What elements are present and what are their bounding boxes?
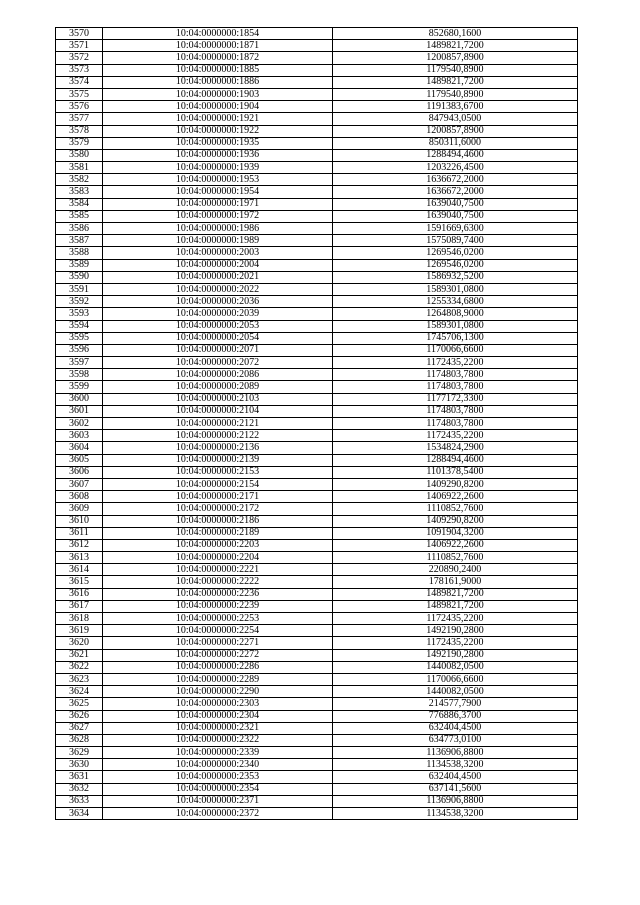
table-row xyxy=(56,783,578,795)
cadastral-number-cell: 10:04:0000000:2372 xyxy=(103,808,333,820)
table-row xyxy=(56,332,578,344)
cadastral-number-cell: 10:04:0000000:2004 xyxy=(103,259,333,271)
cadastral-value-cell: 1406922,2600 xyxy=(333,539,578,551)
row-number-cell: 3579 xyxy=(56,137,103,149)
cadastral-number-cell: 10:04:0000000:2353 xyxy=(103,771,333,783)
cadastral-value-cell: 1203226,4500 xyxy=(333,162,578,174)
row-number-cell: 3604 xyxy=(56,442,103,454)
cadastral-number-cell: 10:04:0000000:1953 xyxy=(103,174,333,186)
cadastral-number-cell: 10:04:0000000:2104 xyxy=(103,405,333,417)
cadastral-number-cell: 10:04:0000000:1921 xyxy=(103,113,333,125)
table-row xyxy=(56,210,578,222)
row-number-cell: 3632 xyxy=(56,783,103,795)
row-number-cell: 3601 xyxy=(56,405,103,417)
table-row xyxy=(56,64,578,76)
cadastral-value-cell: 1170066,6600 xyxy=(333,344,578,356)
row-number-cell: 3625 xyxy=(56,698,103,710)
cadastral-number-cell: 10:04:0000000:2136 xyxy=(103,442,333,454)
table-row xyxy=(56,344,578,356)
row-number-cell: 3576 xyxy=(56,101,103,113)
table-row xyxy=(56,137,578,149)
cadastral-value-cell: 1636672,2000 xyxy=(333,174,578,186)
row-number-cell: 3585 xyxy=(56,210,103,222)
row-number-cell: 3600 xyxy=(56,393,103,405)
cadastral-value-cell: 214577,7900 xyxy=(333,698,578,710)
cadastral-value-cell: 1489821,7200 xyxy=(333,40,578,52)
table-row xyxy=(56,527,578,539)
cadastral-value-cell: 847943,0500 xyxy=(333,113,578,125)
cadastral-value-cell: 1409290,8200 xyxy=(333,515,578,527)
table-row xyxy=(56,296,578,308)
cadastral-number-cell: 10:04:0000000:2039 xyxy=(103,308,333,320)
cadastral-value-cell: 1134538,3200 xyxy=(333,759,578,771)
cadastral-number-cell: 10:04:0000000:2253 xyxy=(103,613,333,625)
cadastral-value-cell: 1406922,2600 xyxy=(333,491,578,503)
row-number-cell: 3611 xyxy=(56,527,103,539)
cadastral-value-cell: 1200857,8900 xyxy=(333,125,578,137)
row-number-cell: 3592 xyxy=(56,296,103,308)
cadastral-number-cell: 10:04:0000000:2086 xyxy=(103,369,333,381)
table-row xyxy=(56,186,578,198)
row-number-cell: 3583 xyxy=(56,186,103,198)
row-number-cell: 3613 xyxy=(56,552,103,564)
row-number-cell: 3603 xyxy=(56,430,103,442)
cadastral-value-cell: 1534824,2900 xyxy=(333,442,578,454)
cadastral-number-cell: 10:04:0000000:1903 xyxy=(103,88,333,100)
table-row xyxy=(56,661,578,673)
table-row xyxy=(56,52,578,64)
row-number-cell: 3623 xyxy=(56,673,103,685)
table-row xyxy=(56,564,578,576)
cadastral-number-cell: 10:04:0000000:1904 xyxy=(103,101,333,113)
table-row xyxy=(56,283,578,295)
cadastral-value-cell: 1492190,2800 xyxy=(333,649,578,661)
row-number-cell: 3620 xyxy=(56,637,103,649)
table-row xyxy=(56,28,578,40)
cadastral-value-cell: 1269546,0200 xyxy=(333,247,578,259)
table-row xyxy=(56,381,578,393)
cadastral-number-cell: 10:04:0000000:1886 xyxy=(103,76,333,88)
cadastral-value-cell: 776886,3700 xyxy=(333,710,578,722)
row-number-cell: 3599 xyxy=(56,381,103,393)
table-row xyxy=(56,673,578,685)
cadastral-number-cell: 10:04:0000000:2022 xyxy=(103,283,333,295)
cadastral-number-cell: 10:04:0000000:2036 xyxy=(103,296,333,308)
table-row xyxy=(56,466,578,478)
row-number-cell: 3590 xyxy=(56,271,103,283)
table-row xyxy=(56,503,578,515)
cadastral-value-cell: 1179540,8900 xyxy=(333,64,578,76)
table-row xyxy=(56,430,578,442)
cadastral-value-cell: 1174803,7800 xyxy=(333,381,578,393)
row-number-cell: 3627 xyxy=(56,722,103,734)
cadastral-value-table xyxy=(55,27,578,820)
table-row xyxy=(56,637,578,649)
cadastral-value-cell: 1091904,3200 xyxy=(333,527,578,539)
table-row xyxy=(56,454,578,466)
cadastral-value-cell: 1174803,7800 xyxy=(333,418,578,430)
table-row xyxy=(56,235,578,247)
row-number-cell: 3628 xyxy=(56,734,103,746)
cadastral-number-cell: 10:04:0000000:1935 xyxy=(103,137,333,149)
cadastral-number-cell: 10:04:0000000:2089 xyxy=(103,381,333,393)
row-number-cell: 3610 xyxy=(56,515,103,527)
cadastral-value-cell: 1177172,3300 xyxy=(333,393,578,405)
cadastral-value-cell: 1101378,5400 xyxy=(333,466,578,478)
row-number-cell: 3584 xyxy=(56,198,103,210)
cadastral-value-cell: 1264808,9000 xyxy=(333,308,578,320)
table-row xyxy=(56,223,578,235)
row-number-cell: 3617 xyxy=(56,600,103,612)
cadastral-number-cell: 10:04:0000000:1971 xyxy=(103,198,333,210)
cadastral-value-cell: 1191383,6700 xyxy=(333,101,578,113)
cadastral-number-cell: 10:04:0000000:1871 xyxy=(103,40,333,52)
cadastral-number-cell: 10:04:0000000:1939 xyxy=(103,162,333,174)
table-row xyxy=(56,405,578,417)
table-row xyxy=(56,491,578,503)
row-number-cell: 3608 xyxy=(56,491,103,503)
table-row xyxy=(56,40,578,52)
table-row xyxy=(56,722,578,734)
table-row xyxy=(56,795,578,807)
table-row xyxy=(56,625,578,637)
table-row xyxy=(56,76,578,88)
cadastral-value-cell: 1745706,1300 xyxy=(333,332,578,344)
cadastral-value-cell: 1172435,2200 xyxy=(333,430,578,442)
cadastral-number-cell: 10:04:0000000:2221 xyxy=(103,564,333,576)
cadastral-value-cell: 1440082,0500 xyxy=(333,686,578,698)
cadastral-number-cell: 10:04:0000000:2254 xyxy=(103,625,333,637)
row-number-cell: 3609 xyxy=(56,503,103,515)
table-row xyxy=(56,320,578,332)
cadastral-value-cell: 1174803,7800 xyxy=(333,405,578,417)
table-row xyxy=(56,259,578,271)
cadastral-number-cell: 10:04:0000000:2071 xyxy=(103,344,333,356)
row-number-cell: 3626 xyxy=(56,710,103,722)
cadastral-value-cell: 1489821,7200 xyxy=(333,588,578,600)
cadastral-value-cell: 852680,1600 xyxy=(333,28,578,40)
row-number-cell: 3573 xyxy=(56,64,103,76)
cadastral-value-cell: 1489821,7200 xyxy=(333,76,578,88)
row-number-cell: 3595 xyxy=(56,332,103,344)
table-row xyxy=(56,418,578,430)
cadastral-value-cell: 1110852,7600 xyxy=(333,503,578,515)
row-number-cell: 3577 xyxy=(56,113,103,125)
cadastral-value-cell: 1288494,4600 xyxy=(333,149,578,161)
cadastral-number-cell: 10:04:0000000:1872 xyxy=(103,52,333,64)
cadastral-value-cell: 632404,4500 xyxy=(333,722,578,734)
cadastral-value-cell: 1591669,6300 xyxy=(333,223,578,235)
cadastral-value-cell: 632404,4500 xyxy=(333,771,578,783)
cadastral-number-cell: 10:04:0000000:2289 xyxy=(103,673,333,685)
table-row xyxy=(56,88,578,100)
row-number-cell: 3586 xyxy=(56,223,103,235)
row-number-cell: 3597 xyxy=(56,357,103,369)
table-row xyxy=(56,174,578,186)
table-row xyxy=(56,357,578,369)
cadastral-number-cell: 10:04:0000000:1989 xyxy=(103,235,333,247)
table-row xyxy=(56,101,578,113)
row-number-cell: 3574 xyxy=(56,76,103,88)
table-row xyxy=(56,198,578,210)
cadastral-value-cell: 1172435,2200 xyxy=(333,613,578,625)
row-number-cell: 3607 xyxy=(56,478,103,490)
cadastral-value-cell: 1172435,2200 xyxy=(333,637,578,649)
cadastral-value-cell: 1170066,6600 xyxy=(333,673,578,685)
cadastral-number-cell: 10:04:0000000:2340 xyxy=(103,759,333,771)
table-row xyxy=(56,808,578,820)
row-number-cell: 3594 xyxy=(56,320,103,332)
table-row xyxy=(56,539,578,551)
cadastral-value-cell: 1586932,5200 xyxy=(333,271,578,283)
row-number-cell: 3614 xyxy=(56,564,103,576)
cadastral-value-cell: 220890,2400 xyxy=(333,564,578,576)
row-number-cell: 3618 xyxy=(56,613,103,625)
cadastral-number-cell: 10:04:0000000:2072 xyxy=(103,357,333,369)
table-row xyxy=(56,771,578,783)
cadastral-value-cell: 1179540,8900 xyxy=(333,88,578,100)
cadastral-value-cell: 634773,0100 xyxy=(333,734,578,746)
cadastral-number-cell: 10:04:0000000:2186 xyxy=(103,515,333,527)
cadastral-value-cell: 1288494,4600 xyxy=(333,454,578,466)
table-row xyxy=(56,162,578,174)
row-number-cell: 3570 xyxy=(56,28,103,40)
row-number-cell: 3605 xyxy=(56,454,103,466)
cadastral-value-cell: 1134538,3200 xyxy=(333,808,578,820)
row-number-cell: 3572 xyxy=(56,52,103,64)
table-row xyxy=(56,393,578,405)
cadastral-value-cell: 1174803,7800 xyxy=(333,369,578,381)
cadastral-number-cell: 10:04:0000000:2171 xyxy=(103,491,333,503)
cadastral-value-cell: 1575089,7400 xyxy=(333,235,578,247)
row-number-cell: 3596 xyxy=(56,344,103,356)
table-row xyxy=(56,247,578,259)
table-row xyxy=(56,588,578,600)
row-number-cell: 3629 xyxy=(56,747,103,759)
cadastral-value-cell: 1110852,7600 xyxy=(333,552,578,564)
cadastral-value-cell: 1255334,6800 xyxy=(333,296,578,308)
row-number-cell: 3587 xyxy=(56,235,103,247)
row-number-cell: 3591 xyxy=(56,283,103,295)
cadastral-number-cell: 10:04:0000000:2321 xyxy=(103,722,333,734)
row-number-cell: 3602 xyxy=(56,418,103,430)
row-number-cell: 3633 xyxy=(56,795,103,807)
cadastral-number-cell: 10:04:0000000:2304 xyxy=(103,710,333,722)
table-row xyxy=(56,698,578,710)
cadastral-number-cell: 10:04:0000000:2021 xyxy=(103,271,333,283)
table-row xyxy=(56,600,578,612)
cadastral-number-cell: 10:04:0000000:2371 xyxy=(103,795,333,807)
cadastral-value-cell: 1589301,0800 xyxy=(333,283,578,295)
table-row xyxy=(56,149,578,161)
cadastral-number-cell: 10:04:0000000:2286 xyxy=(103,661,333,673)
cadastral-number-cell: 10:04:0000000:2153 xyxy=(103,466,333,478)
table-row xyxy=(56,552,578,564)
table-row xyxy=(56,747,578,759)
cadastral-number-cell: 10:04:0000000:2122 xyxy=(103,430,333,442)
table-row xyxy=(56,649,578,661)
table-row xyxy=(56,442,578,454)
table-row xyxy=(56,515,578,527)
cadastral-number-cell: 10:04:0000000:1854 xyxy=(103,28,333,40)
table-row xyxy=(56,759,578,771)
row-number-cell: 3588 xyxy=(56,247,103,259)
row-number-cell: 3612 xyxy=(56,539,103,551)
row-number-cell: 3616 xyxy=(56,588,103,600)
cadastral-number-cell: 10:04:0000000:2222 xyxy=(103,576,333,588)
row-number-cell: 3615 xyxy=(56,576,103,588)
cadastral-number-cell: 10:04:0000000:2053 xyxy=(103,320,333,332)
table-row xyxy=(56,613,578,625)
cadastral-number-cell: 10:04:0000000:1986 xyxy=(103,223,333,235)
table-row xyxy=(56,308,578,320)
cadastral-value-cell: 637141,5600 xyxy=(333,783,578,795)
row-number-cell: 3581 xyxy=(56,162,103,174)
cadastral-value-cell: 1200857,8900 xyxy=(333,52,578,64)
table-row xyxy=(56,686,578,698)
cadastral-number-cell: 10:04:0000000:2204 xyxy=(103,552,333,564)
cadastral-number-cell: 10:04:0000000:2272 xyxy=(103,649,333,661)
cadastral-number-cell: 10:04:0000000:2322 xyxy=(103,734,333,746)
row-number-cell: 3589 xyxy=(56,259,103,271)
cadastral-number-cell: 10:04:0000000:2172 xyxy=(103,503,333,515)
cadastral-number-cell: 10:04:0000000:2003 xyxy=(103,247,333,259)
row-number-cell: 3593 xyxy=(56,308,103,320)
table-row xyxy=(56,734,578,746)
cadastral-number-cell: 10:04:0000000:2139 xyxy=(103,454,333,466)
table-body xyxy=(56,28,578,820)
cadastral-number-cell: 10:04:0000000:2203 xyxy=(103,539,333,551)
cadastral-value-cell: 1136906,8800 xyxy=(333,795,578,807)
row-number-cell: 3571 xyxy=(56,40,103,52)
cadastral-value-cell: 1492190,2800 xyxy=(333,625,578,637)
cadastral-number-cell: 10:04:0000000:2189 xyxy=(103,527,333,539)
table-row xyxy=(56,576,578,588)
cadastral-number-cell: 10:04:0000000:2236 xyxy=(103,588,333,600)
cadastral-number-cell: 10:04:0000000:1954 xyxy=(103,186,333,198)
cadastral-number-cell: 10:04:0000000:2303 xyxy=(103,698,333,710)
cadastral-number-cell: 10:04:0000000:1922 xyxy=(103,125,333,137)
cadastral-number-cell: 10:04:0000000:2339 xyxy=(103,747,333,759)
row-number-cell: 3630 xyxy=(56,759,103,771)
cadastral-value-cell: 178161,9000 xyxy=(333,576,578,588)
cadastral-value-cell: 1172435,2200 xyxy=(333,357,578,369)
row-number-cell: 3578 xyxy=(56,125,103,137)
row-number-cell: 3619 xyxy=(56,625,103,637)
cadastral-value-cell: 1409290,8200 xyxy=(333,478,578,490)
row-number-cell: 3598 xyxy=(56,369,103,381)
table-row xyxy=(56,113,578,125)
cadastral-number-cell: 10:04:0000000:2054 xyxy=(103,332,333,344)
row-number-cell: 3631 xyxy=(56,771,103,783)
row-number-cell: 3580 xyxy=(56,149,103,161)
row-number-cell: 3582 xyxy=(56,174,103,186)
cadastral-number-cell: 10:04:0000000:1936 xyxy=(103,149,333,161)
row-number-cell: 3575 xyxy=(56,88,103,100)
row-number-cell: 3624 xyxy=(56,686,103,698)
cadastral-number-cell: 10:04:0000000:2290 xyxy=(103,686,333,698)
row-number-cell: 3622 xyxy=(56,661,103,673)
cadastral-number-cell: 10:04:0000000:2239 xyxy=(103,600,333,612)
table-row xyxy=(56,271,578,283)
cadastral-number-cell: 10:04:0000000:2103 xyxy=(103,393,333,405)
cadastral-value-cell: 1136906,8800 xyxy=(333,747,578,759)
cadastral-value-cell: 1636672,2000 xyxy=(333,186,578,198)
row-number-cell: 3606 xyxy=(56,466,103,478)
cadastral-value-cell: 1269546,0200 xyxy=(333,259,578,271)
cadastral-value-cell: 1639040,7500 xyxy=(333,198,578,210)
table-row xyxy=(56,710,578,722)
cadastral-number-cell: 10:04:0000000:2121 xyxy=(103,418,333,430)
table-row xyxy=(56,125,578,137)
table-row xyxy=(56,369,578,381)
cadastral-number-cell: 10:04:0000000:2354 xyxy=(103,783,333,795)
cadastral-value-cell: 1589301,0800 xyxy=(333,320,578,332)
cadastral-number-cell: 10:04:0000000:2271 xyxy=(103,637,333,649)
cadastral-number-cell: 10:04:0000000:1972 xyxy=(103,210,333,222)
cadastral-value-cell: 1440082,0500 xyxy=(333,661,578,673)
cadastral-value-cell: 1489821,7200 xyxy=(333,600,578,612)
row-number-cell: 3634 xyxy=(56,808,103,820)
cadastral-number-cell: 10:04:0000000:1885 xyxy=(103,64,333,76)
cadastral-value-cell: 1639040,7500 xyxy=(333,210,578,222)
cadastral-number-cell: 10:04:0000000:2154 xyxy=(103,478,333,490)
row-number-cell: 3621 xyxy=(56,649,103,661)
table-row xyxy=(56,478,578,490)
cadastral-value-cell: 850311,6000 xyxy=(333,137,578,149)
